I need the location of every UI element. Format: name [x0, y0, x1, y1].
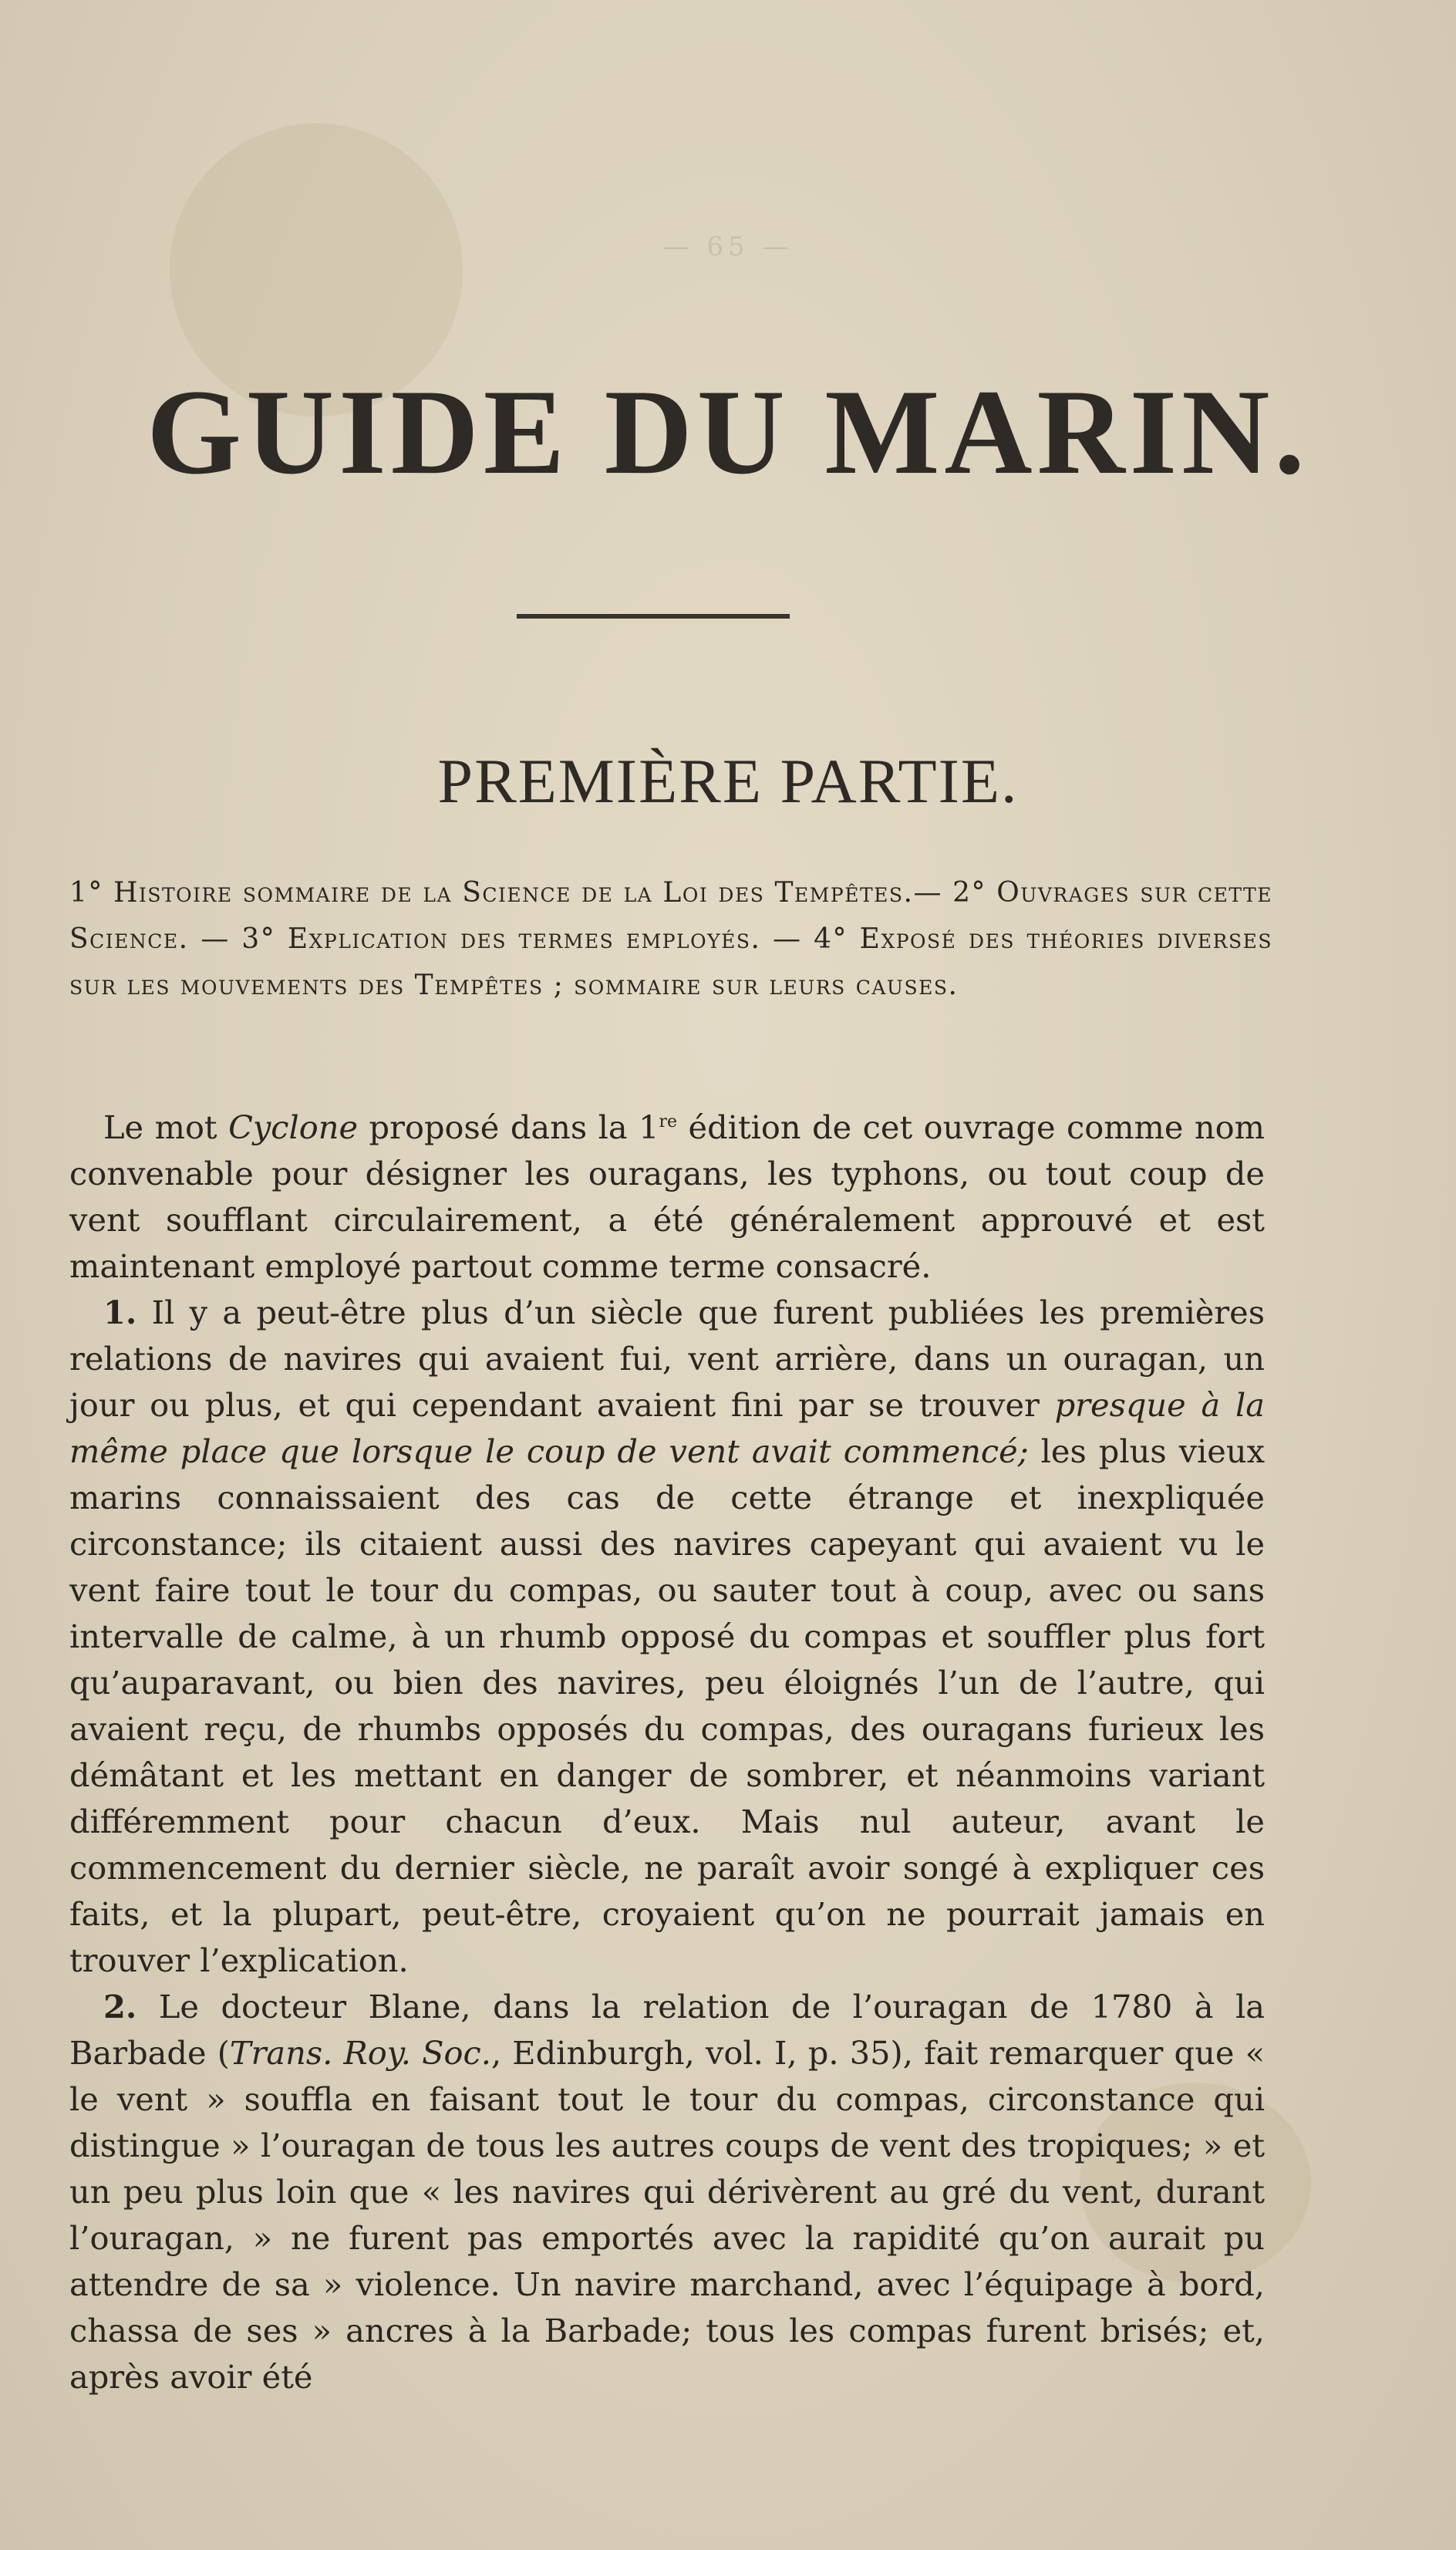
text-run: Il y a peut-être plus d’un siècle que furent publiées les premières relations de navires qui avaient fui, vent arrière, dans un ouragan, un jour ou plus, et qui cependant avaient fini par se trouver — [69, 1293, 1265, 1424]
title-rule — [517, 614, 790, 619]
italic-term: Cyclone — [228, 1108, 359, 1146]
intro-paragraph — [69, 1099, 1265, 1290]
paragraph-1 — [69, 1290, 1265, 1984]
text-run: Le mot — [103, 1108, 229, 1146]
text-run: Le docteur Blane, dans la relation de l’ouragan de 1780 à la Barbade ( — [69, 1987, 1265, 2072]
body-text — [69, 1099, 1265, 2400]
page-folio: — 65 — — [662, 231, 794, 262]
part-title: PREMIÈRE PARTIE. — [437, 746, 1019, 816]
superscript: re — [659, 1112, 678, 1132]
text-run: édition de cet ouvrage comme nom convenable pour désigner les ouragans, les typhons, ou tout coup de vent soufflant circulairement, a été généralement approuvé et est maintenant employé partout comme terme consacré. — [69, 1108, 1265, 1285]
paragraph-number: 2. — [103, 1987, 137, 2025]
italic-phrase: presque à la même place que lorsque le coup de vent avait commencé; — [69, 1385, 1265, 1470]
chapter-summary: 1° Histoire sommaire de la Science de la Loi des Tempêtes.— 2° Ouvrages sur cette Science. — 3° Explication des termes employés. — 4° Exposé des théories diverses sur les mouvements des Tempêtes ; sommaire sur leurs causes. — [69, 877, 1272, 1001]
italic-citation: Trans. Roy. Soc. — [229, 2033, 491, 2072]
text-run: proposé dans la 1 — [358, 1108, 659, 1146]
paragraph-2 — [69, 1984, 1265, 2400]
text-run: , Edinburgh, vol. I, p. 35), fait remarquer que « le vent » souffla en faisant tout le tour du compas, circonstance qui distingue » l’ouragan de tous les autres coups de vent des tropiques; » et un peu plus loin que « les navires qui dérivèrent au gré du vent, durant l’ouragan, » ne furent pas emportés avec la rapidité qu’on aurait pu attendre de sa » violence. Un navire marchand, avec l’équipage à bord, chassa de ses » ancres à la Barbade; tous les compas furent brisés; et, après avoir été — [69, 2033, 1265, 2396]
paragraph-number: 1. — [103, 1293, 137, 1331]
book-title: GUIDE DU MARIN. — [147, 365, 1309, 500]
text-run: les plus vieux marins connaissaient des cas de cette étrange et inexpliquée circonstance; ils citaient aussi des navires capeyant qui avaient vu le vent faire tout le tour du compas, ou sauter tout à coup, avec ou sans intervalle de calme, à un rhumb opposé du compas et souffler plus fort qu’auparavant, ou bien des navires, peu éloignés l’un de l’autre, qui avaient reçu, de rhumbs opposés du compas, des ouragans furieux les démâtant et les mettant en danger de sombrer, et néanmoins variant différemment pour chacun d’eux. Mais nul auteur, avant le commencement du dernier siècle, ne paraît avoir songé à expliquer ces faits, et la plupart, peut-être, croyaient qu’on ne pourrait jamais en trouver l’explication. — [69, 1432, 1265, 1979]
